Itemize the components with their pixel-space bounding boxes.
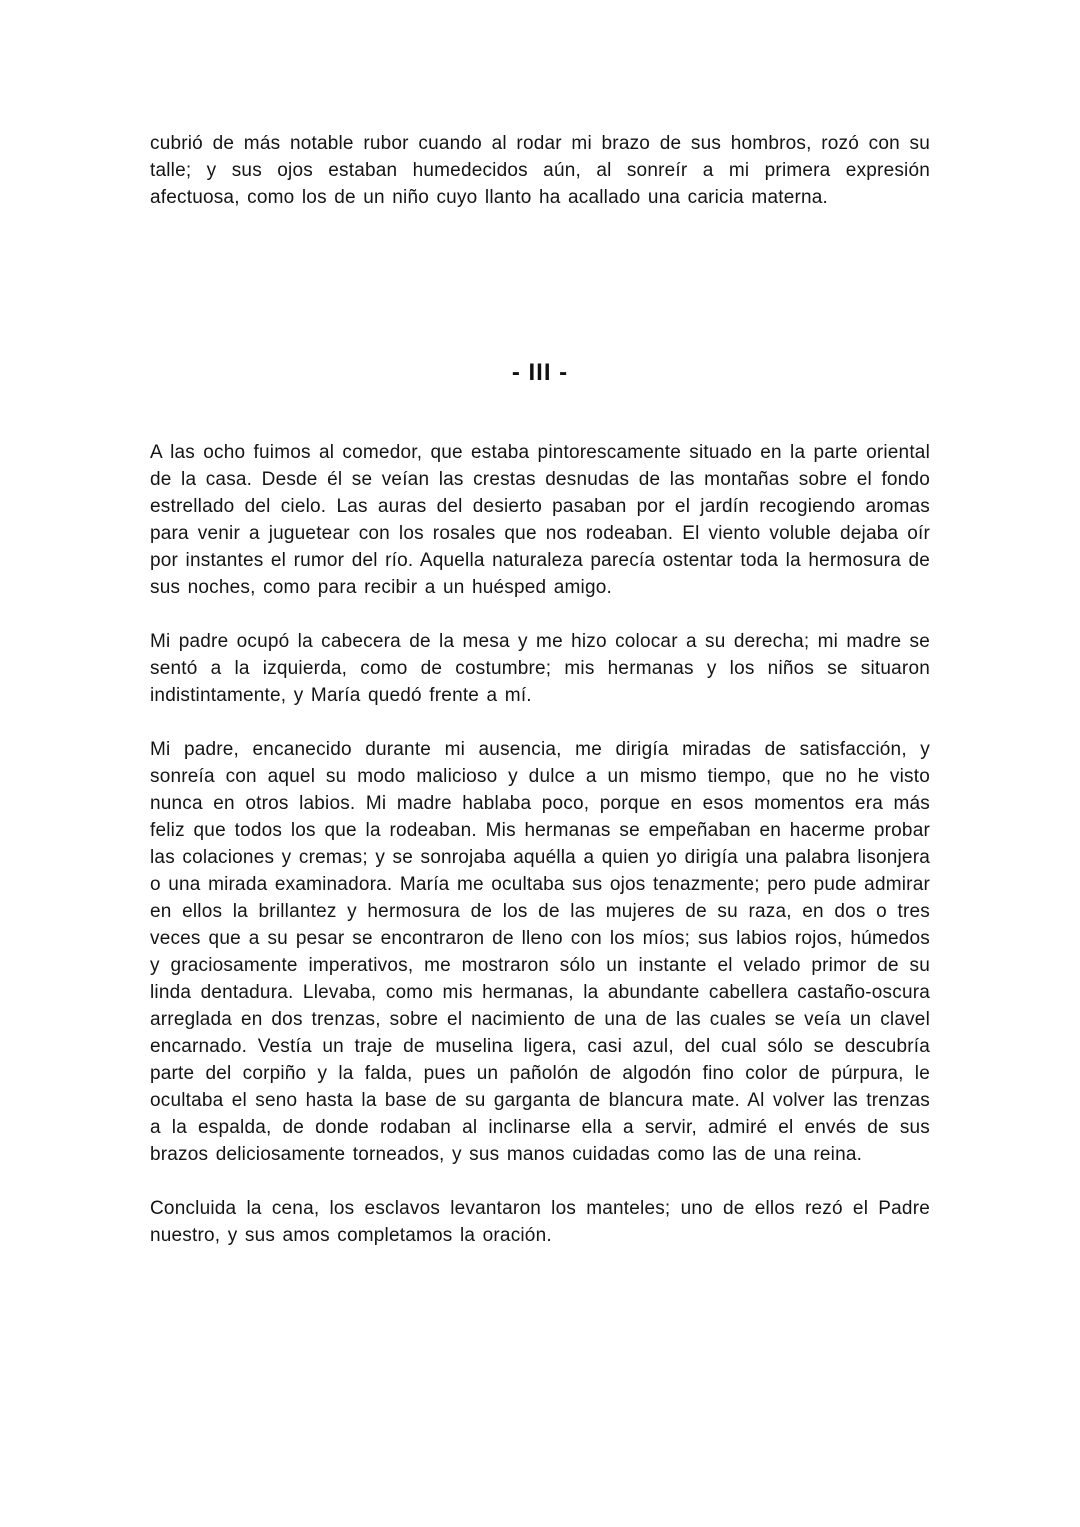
intro-paragraph: cubrió de más notable rubor cuando al rodar mi brazo de sus hombros, rozó con su talle; y sus ojos estaban humedecidos aún, al sonreír a mi primera expresión afectuosa, como los de un niño cuyo llanto ha acallado una caricia materna. <box>150 133 930 208</box>
page-text-block <box>150 130 930 1249</box>
paragraph: Mi padre, encanecido durante mi ausencia, me dirigía miradas de satisfacción, y sonreía con aquel su modo malicioso y dulce a un mismo tiempo, que no he visto nunca en otros labios. Mi madre hablaba poco, porque en esos momentos era más feliz que todos los que la rodeaban. Mis hermanas se empeñaban en hacerme probar las colaciones y cremas; y se sonrojaba aquélla a quien yo dirigía una palabra lisonjera o una mirada examinadora. María me ocultaba sus ojos tenazmente; pero pude admirar en ellos la brillantez y hermosura de los de las mujeres de su raza, en dos o tres veces que a su pesar se encontraron de lleno con los míos; sus labios rojos, húmedos y graciosamente imperativos, me mostraron sólo un instante el velado primor de su linda dentadura. Llevaba, como mis hermanas, la abundante cabellera castaño-oscura arreglada en dos trenzas, sobre el nacimiento de una de las cuales se veía un clavel encarnado. Vestía un traje de muselina ligera, casi azul, del cual sólo se descubría parte del corpiño y la falda, pues un pañolón de algodón fino color de púrpura, le ocultaba el seno hasta la base de su garganta de blancura mate. Al volver las trenzas a la espalda, de donde rodaban al inclinarse ella a servir, admiré el envés de sus brazos deliciosamente torneados, y sus manos cuidadas como las de una reina. <box>150 739 930 1165</box>
paragraph: A las ocho fuimos al comedor, que estaba pintorescamente situado en la parte oriental de la casa. Desde él se veían las crestas desnudas de las montañas sobre el fondo estrellado del cielo. Las auras del desierto pasaban por el jardín recogiendo aromas para venir a juguetear con los rosales que nos rodeaban. El viento voluble dejaba oír por instantes el rumor del río. Aquella naturaleza parecía ostentar toda la hermosura de sus noches, como para recibir a un huésped amigo. <box>150 442 930 598</box>
chapter-heading: - III - <box>511 359 569 386</box>
paragraph: Mi padre ocupó la cabecera de la mesa y me hizo colocar a su derecha; mi madre se sentó a la izquierda, como de costumbre; mis hermanas y los niños se situaron indistintamente, y María quedó frente a mí. <box>150 631 930 706</box>
paragraph: Concluida la cena, los esclavos levantaron los manteles; uno de ellos rezó el Padre nuestro, y sus amos completamos la oración. <box>150 1198 930 1246</box>
